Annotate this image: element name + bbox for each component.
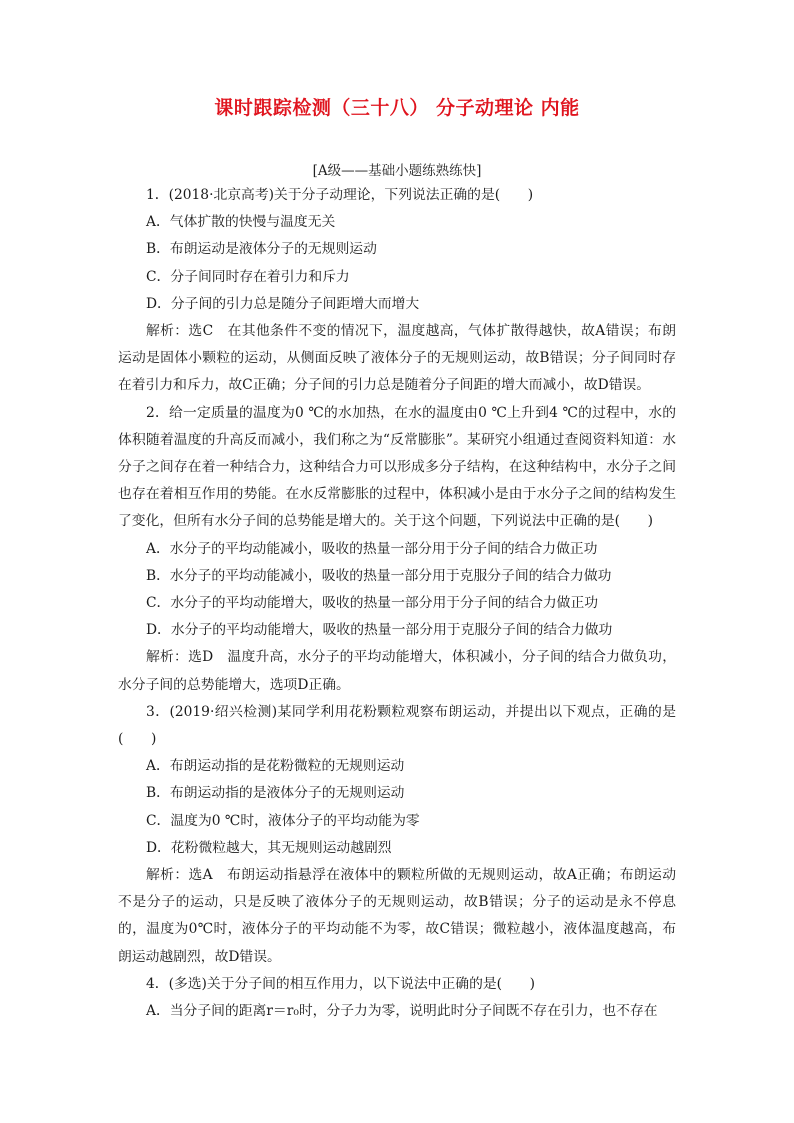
question-option: C．水分子的平均动能增大，吸收的热量一部分用于分子间的结合力做正功 (146, 595, 599, 612)
question-option: B．布朗运动指的是液体分子的无规则运动 (146, 785, 405, 802)
question-option: A．布朗运动指的是花粉微粒的无规则运动 (146, 758, 405, 775)
question-option: C．分子间同时存在着引力和斥力 (146, 268, 350, 285)
question-option: B．水分子的平均动能减小，吸收的热量一部分用于克服分子间的结合力做功 (146, 567, 612, 584)
section-heading: [A级——基础小题练熟练快] (312, 163, 482, 179)
question-option: C．温度为0 ℃时，液体分子的平均动能为零 (146, 812, 420, 829)
question-list (118, 182, 676, 1025)
question-stem: 2．给一定质量的温度为0 ℃的水加热，在水的温度由0 ℃上升到4 ℃的过程中，水的体积随着温度的升高反而减小，我们称之为“反常膨胀”。某研究小组通过查阅资料知道：水分子之间存在着一种结合力，这种结合力可以形成多分子结构，在这种结构中，水分子之间也存在着相互作用的势能。在水反常膨胀的过程中，体积减小是由于水分子之间的结构发生了变化，但所有水分子间的总势能是增大的。关于这个问题，下列说法中正确的是( ) (118, 404, 676, 530)
question-stem: 1．(2018·北京高考)关于分子动理论，下列说法正确的是( ) (146, 187, 534, 203)
page-title: 课时跟踪检测（三十八） 分子动理论 内能 (214, 97, 580, 119)
question-stem: 3．(2019·绍兴检测)某同学利用花粉颗粒观察布朗运动，并提出以下观点，正确的是( ) (118, 703, 676, 748)
question-option: D．水分子的平均动能增大，吸收的热量一部分用于克服分子间的结合力做功 (146, 622, 613, 639)
question-option: D．分子间的引力总是随分子间距增大而增大 (146, 295, 420, 312)
question-option: A．水分子的平均动能减小，吸收的热量一部分用于分子间的结合力做正功 (146, 540, 598, 557)
solution-text: 解析：选D 温度升高，水分子的平均动能增大，体积减小，分子间的结合力做负功，水分子间的总势能增大，选项D正确。 (118, 649, 676, 693)
question-option: A．气体扩散的快慢与温度无关 (146, 214, 336, 231)
question-option: A．当分子间的距离r＝r₀时，分子力为零，说明此时分子间既不存在引力，也不存在 (146, 1003, 658, 1020)
question-option: B．布朗运动是液体分子的无规则运动 (146, 241, 377, 258)
solution-text: 解析：选A 布朗运动指悬浮在液体中的颗粒所做的无规则运动，故A正确；布朗运动不是分子的运动，只是反映了液体分子的无规则运动，故B错误；分子的运动是永不停息的，温度为0℃时，液体分子的平均动能不为零，故C错误；微粒越小，液体温度越高，布朗运动越剧烈，故D错误。 (118, 867, 676, 965)
question-stem: 4．(多选)关于分子间的相互作用力，以下说法中正确的是( ) (146, 975, 536, 992)
solution-text: 解析：选C 在其他条件不变的情况下，温度越高，气体扩散得越快，故A错误；布朗运动是固体小颗粒的运动，从侧面反映了液体分子的无规则运动，故B错误；分子间同时存在着引力和斥力，故C正确；分子间的引力总是随着分子间距的增大而减小，故D错误。 (118, 323, 676, 394)
question-option: D．花粉微粒越大，其无规则运动越剧烈 (146, 839, 392, 856)
